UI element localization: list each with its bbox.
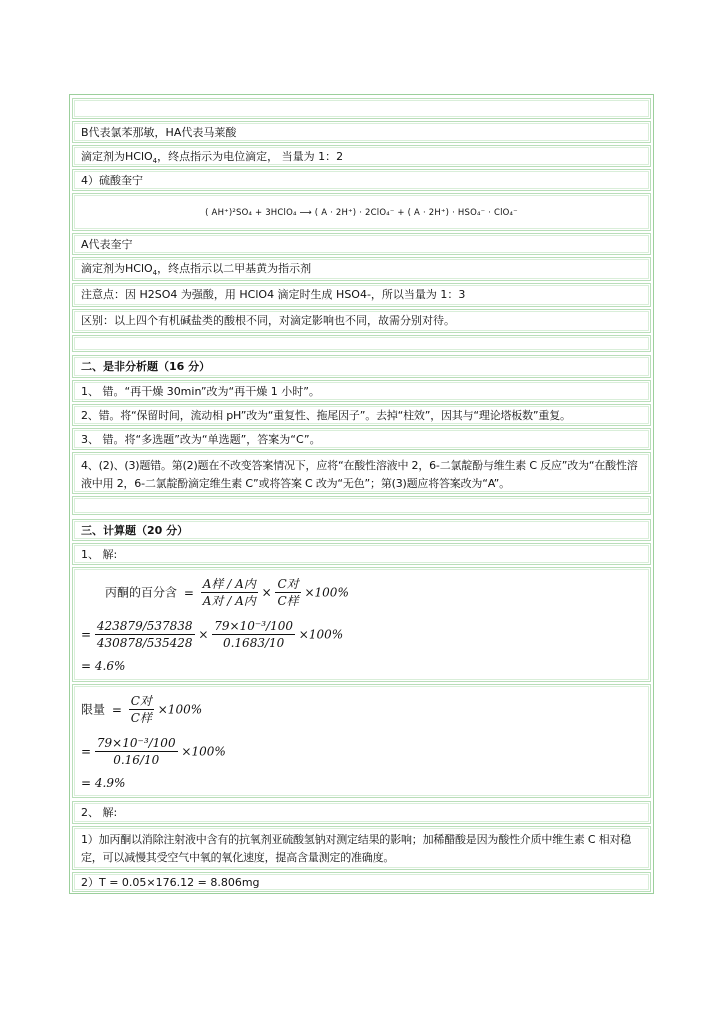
fraction: $\frac{\text{79×10⁻³/100}}{0.1683/10}$ [214,619,293,650]
answer-row: 2、 解: [72,801,651,824]
fraction: $\frac{\text{C对}}{\text{C样}}$ [277,577,299,608]
limit-result: = 4.9% [81,776,126,790]
text-row: 区别：以上四个有机碱盐类的酸根不同，对滴定影响也不同，故需分别对待。 [72,309,651,333]
answer-row: 2）T = 0.05×176.12 = 8.806mg [72,872,651,892]
equation-row: ( AH⁺)²SO₄ + 3HClO₄ ⟶ ( A · 2H⁺) · 2ClO₄⁻ + ( A · 2H⁺) · HSO₄⁻ · ClO₄⁻ [72,193,651,231]
formula-result: = 4.6% [81,659,126,673]
section-heading: 三、计算题（20 分） [72,519,651,541]
formula-block [72,567,651,682]
formula-line-1: 丙酮的百分含 = $\frac{\text{A样 / A内}}{\text{A对 / A内}}$ × $\frac{\text{C对}}{\text{C样}}$ ×100% [105,577,349,608]
answer-row: 2、错。将“保留时间，流动相 pH”改为“重复性、拖尾因子”。去掉“柱效”，因其与“理论塔板数”重复。 [72,404,651,426]
answer-row: 1）加丙酮以消除注射液中含有的抗氧剂亚硫酸氢钠对测定结果的影响；加稀醋酸是因为酸性介质中维生素 C 相对稳定，可以减慢其受空气中氧的氧化速度，提高含量测定的准确度。 [72,826,651,870]
answer-row: 3、 错。将“多选题”改为“单选题”，答案为“C”。 [72,428,651,450]
empty-row [72,496,651,515]
fraction: $\frac{\text{79×10⁻³/100}}{0.16/10}$ [96,736,176,767]
text-row: 滴定剂为HClO$_4$，终点指示为电位滴定， 当量为 1：2 [72,145,651,167]
section-heading: 二、是非分析题（16 分） [72,355,651,378]
text-row: 注意点：因 H2SO4 为强酸，用 HClO4 滴定时生成 HSO4-，所以当量为 1：3 [72,283,651,307]
fraction: $\frac{\text{C对}}{\text{C样}}$ [130,694,152,725]
answer-row: 4、(2)、(3)题错。第(2)题在不改变答案情况下，应将“在酸性溶液中 2，6-二氯靛酚与维生素 C 反应”改为“在酸性溶液中用 2，6-二氯靛酚滴定维生素 C”或将答案 C 改为“无色”；第(3)题应将答案改为“A”。 [72,452,651,494]
formula-block [72,684,651,798]
limit-line-1: 限量 = $\frac{\text{C对}}{\text{C样}}$ ×100% [81,694,203,725]
empty-row [72,98,651,119]
answer-row: 1、 解: [72,543,651,565]
answer-row: 1、 错。“再干燥 30min”改为“再干燥 1 小时”。 [72,380,651,402]
text-row: A代表奎宁 [72,233,651,255]
empty-row [72,335,651,352]
text-row: 滴定剂为HClO$_4$，终点指示以二甲基黄为指示剂 [72,257,651,281]
formula-line-2: = $\frac{423879/537838}{430878/535428}$ × $\frac{\text{79×10⁻³/100}}{0.1683/10}$ ×100% [81,619,344,650]
limit-line-2: = $\frac{\text{79×10⁻³/100}}{0.16/10}$ ×100% [81,736,226,767]
fraction: $\frac{\text{A样 / A内}}{\text{A对 / A内}}$ [202,577,256,608]
text-row: 4）硫酸奎宁 [72,169,651,191]
fraction: $\frac{423879/537838}{430878/535428}$ [96,619,193,650]
text-row: B代表氯苯那敏，HA代表马莱酸 [72,121,651,143]
